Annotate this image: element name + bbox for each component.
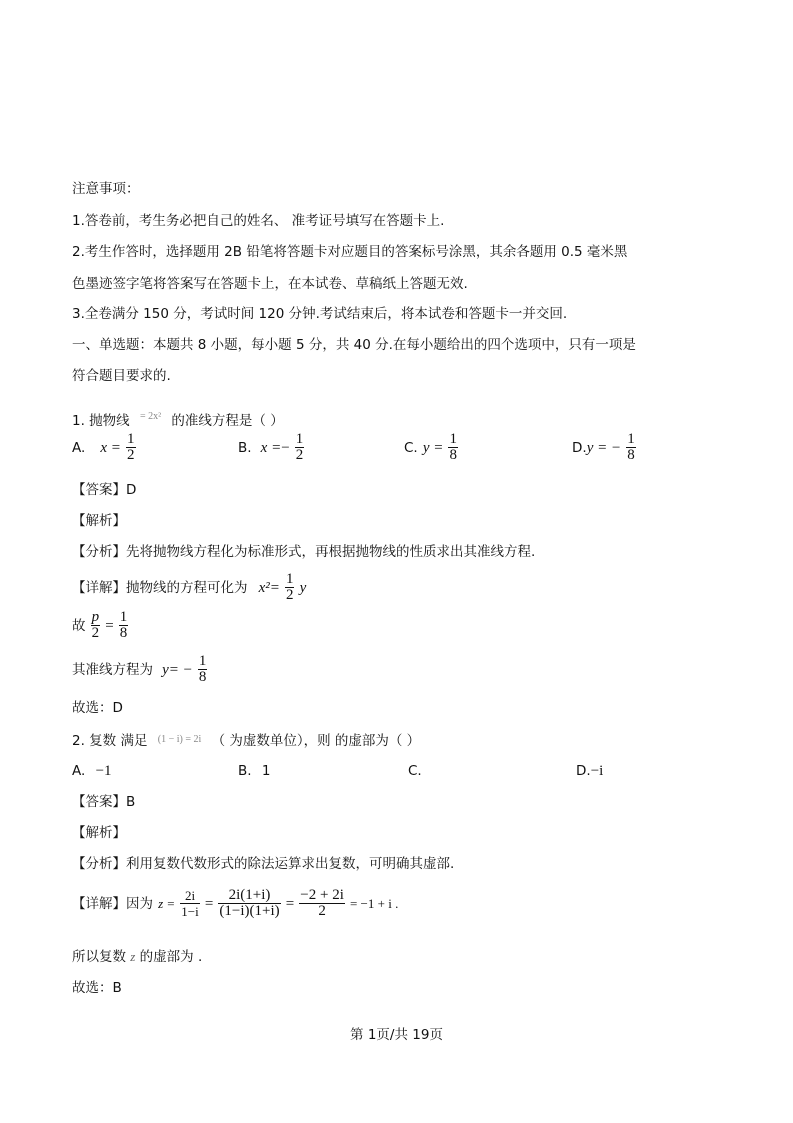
q1-option-b-lhs: x =: [260, 440, 282, 456]
q2-stem-post: （ 为虚数单位），则 的虚部为（ ）: [211, 733, 421, 749]
notice-item-2-line-2: 色墨迹签字笔将答案写在答题卡上，在本试卷、草稿纸上答题无效.: [72, 276, 468, 292]
q1-directrix-den: 8: [198, 669, 207, 685]
notice-item-1: 1.答卷前，考生务必把自己的姓名、 准考证号填写在答题卡上.: [72, 213, 445, 229]
q1-so-den-1: 2: [91, 625, 100, 641]
q1-analysis: 【分析】先将抛物线方程化为标准形式，再根据抛物线的性质求出其准线方程.: [72, 544, 536, 560]
q1-option-c-lhs: y =: [422, 440, 444, 456]
q1-choose: 故选：D: [72, 700, 123, 716]
q2-detail-fraction-3: [299, 888, 345, 919]
q2-detail-fraction-2: [218, 888, 280, 919]
q2-imag-pre: 所以复数: [72, 949, 126, 965]
q2-answer: 【答案】B: [72, 794, 136, 810]
q2-stem-formula-image: (1 − i) = 2i: [157, 734, 202, 745]
q1-option-d-den: 8: [627, 447, 635, 463]
q1-option-b-num: 1: [295, 431, 304, 447]
q2-analysis-heading: 【解析】: [72, 825, 126, 841]
section-line-1: 一、单选题：本题共 8 小题，每小题 5 分，共 40 分.在每小题给出的四个选项中，只有一项是: [72, 337, 636, 353]
q2-option-b-label: B.: [238, 763, 252, 779]
q1-detail-den: 2: [285, 587, 294, 603]
q1-option-c-label: C.: [404, 440, 418, 456]
q2-option-d: [576, 762, 603, 780]
q2-option-b: [238, 762, 270, 780]
q1-so-num-1: p: [91, 609, 100, 625]
q1-directrix-pre: 其准线方程为: [72, 662, 153, 678]
q1-option-d-label: D.: [572, 440, 587, 456]
q1-stem-formula-image: = 2x²: [139, 411, 162, 422]
q1-option-d-lhs: y = −: [586, 440, 622, 456]
q1-detail-pre: 【详解】抛物线的方程可化为: [72, 580, 248, 596]
q1-directrix-lhs: y= −: [162, 662, 193, 678]
q2-f1-num: 2i: [184, 888, 196, 903]
q1-option-b-label: B.: [238, 440, 252, 456]
q2-choose: 故选：B: [72, 980, 122, 996]
q2-imag-post: 的虚部为 .: [139, 949, 203, 965]
q1-detail-fraction: [285, 572, 295, 603]
q2-imag: [72, 948, 202, 966]
q1-detail-num: 1: [285, 571, 294, 587]
q2-imag-z: z: [130, 949, 136, 964]
q2-stem: [72, 731, 420, 750]
q1-directrix: [72, 654, 207, 685]
q1-so-fraction-2: [119, 610, 129, 641]
q2-option-a: [72, 762, 112, 780]
q2-option-c: [408, 762, 422, 780]
q2-detail-fraction-1: [180, 888, 199, 919]
q1-so-fraction-1: [91, 610, 101, 641]
q1-option-b-den: 2: [295, 447, 304, 463]
page-footer: 第 1页/共 19页: [350, 1027, 443, 1043]
q1-option-c: [404, 432, 458, 463]
q1-option-d-num: 1: [627, 431, 635, 447]
q1-option-c-fraction: [448, 432, 458, 463]
q1-so-pre: 故: [72, 618, 86, 634]
q2-detail-tail: = −1 + i .: [349, 896, 399, 911]
q1-option-c-num: 1: [449, 431, 457, 447]
q1-option-a-lhs: x =: [100, 440, 121, 456]
q1-option-b: [238, 432, 304, 463]
q2-f3-num: −2 + 2i: [300, 887, 344, 903]
q2-stem-pre: 2. 复数 满足: [72, 733, 148, 749]
q1-option-a-label: A.: [72, 440, 86, 456]
q2-f2-num: 2i(1+i): [228, 887, 271, 903]
q1-option-c-den: 8: [449, 447, 457, 463]
q1-directrix-num: 1: [198, 653, 207, 669]
q2-option-c-label: C.: [408, 763, 422, 779]
section-line-2: 符合题目要求的.: [72, 368, 171, 384]
q1-so: [72, 610, 128, 641]
q1-option-b-sign: −: [281, 440, 290, 456]
q2-option-b-value: 1: [261, 763, 271, 779]
q2-option-a-label: A.: [72, 763, 86, 779]
q1-option-b-fraction: [295, 432, 305, 463]
q1-answer: 【答案】D: [72, 482, 137, 498]
q2-detail-pre: 【详解】因为: [72, 896, 153, 912]
q2-detail-z: z =: [158, 896, 176, 911]
q1-detail-lhs: x²=: [258, 580, 280, 596]
q2-option-d-value: −i: [590, 763, 604, 779]
q2-f3-den: 2: [318, 903, 326, 919]
q1-analysis-heading: 【解析】: [72, 513, 126, 529]
q1-stem-pre: 1. 抛物线: [72, 413, 130, 429]
q1-so-eq: =: [105, 618, 114, 634]
notice-item-3: 3.全卷满分 150 分，考试时间 120 分钟.考试结束后，将本试卷和答题卡一并交回.: [72, 306, 568, 322]
q2-option-a-value: −1: [95, 763, 112, 779]
q1-option-a-fraction: [126, 432, 136, 463]
notice-item-2-line-1: 2.考生作答时，选择题用 2B 铅笔将答题卡对应题目的答案标号涂黑，其余各题用 0.5 毫米黑: [72, 244, 628, 260]
q2-option-d-label: D.: [576, 763, 591, 779]
q2-detail: 【详解】因为 z = $\frac{2i}{1-i}$ = $\frac{2i(1+i)}{(1-i)(1+i)}$ = $\frac{-2 + 2i}{2}$ = −1 + i .: [72, 887, 399, 919]
q1-option-a-num: 1: [127, 431, 135, 447]
q2-f2-den: (1−i)(1+i): [219, 903, 280, 919]
q1-option-a-den: 2: [127, 447, 135, 463]
q1-directrix-fraction: [198, 654, 208, 685]
q1-option-d: [572, 432, 636, 463]
q1-so-den-2: 8: [119, 625, 128, 641]
notice-heading: 注意事项：: [72, 181, 140, 197]
q2-analysis: 【分析】利用复数代数形式的除法运算求出复数，可明确其虚部.: [72, 856, 455, 872]
q2-f1-den: 1−i: [181, 904, 199, 919]
q1-option-d-fraction: [626, 432, 636, 463]
q1-so-num-2: 1: [119, 609, 128, 625]
q1-option-a: [72, 432, 136, 463]
q1-stem: [72, 408, 284, 430]
q1-detail: [72, 572, 306, 603]
q1-stem-post: 的准线方程是（ ）: [171, 413, 284, 429]
q1-detail-rhs: y: [299, 580, 307, 596]
